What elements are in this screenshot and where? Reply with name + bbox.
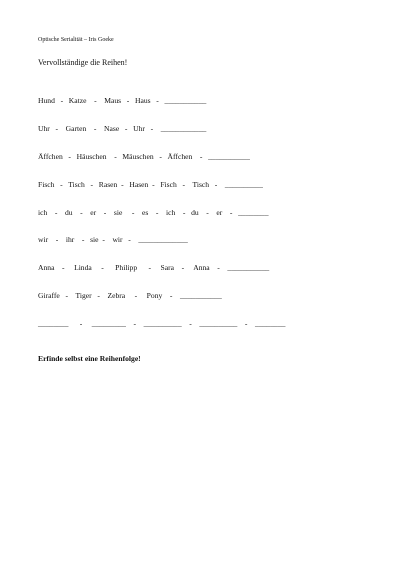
document-header: Optische Serialität – Iris Goeke	[38, 37, 114, 43]
sequence-row-5: ich - du - er - sie - es - ich - du - er - ________	[38, 208, 269, 217]
sequence-row-2: Uhr - Garten - Nase - Uhr - ____________	[38, 124, 207, 133]
closing-task: Erfinde selbst eine Reihenfolge!	[38, 354, 141, 363]
instruction-text: Vervollständige die Reihen!	[38, 58, 128, 67]
sequence-row-1: Hund - Katze - Maus - Haus - ___________	[38, 96, 207, 105]
sequence-row-blank: ________ - _________ - __________ - __________ - ________	[38, 319, 286, 328]
sequence-row-6: wir - ihr - sie - wir - _____________	[38, 235, 188, 244]
sequence-row-7: Anna - Linda - Philipp - Sara - Anna - ___________	[38, 263, 270, 272]
sequence-row-8: Giraffe - Tiger - Zebra - Pony - ___________	[38, 291, 222, 300]
sequence-row-4: Fisch - Tisch - Rasen - Hasen - Fisch - Tisch - __________	[38, 180, 263, 189]
sequence-row-3: Äffchen - Häuschen - Mäuschen - Äffchen - ___________	[38, 152, 250, 161]
